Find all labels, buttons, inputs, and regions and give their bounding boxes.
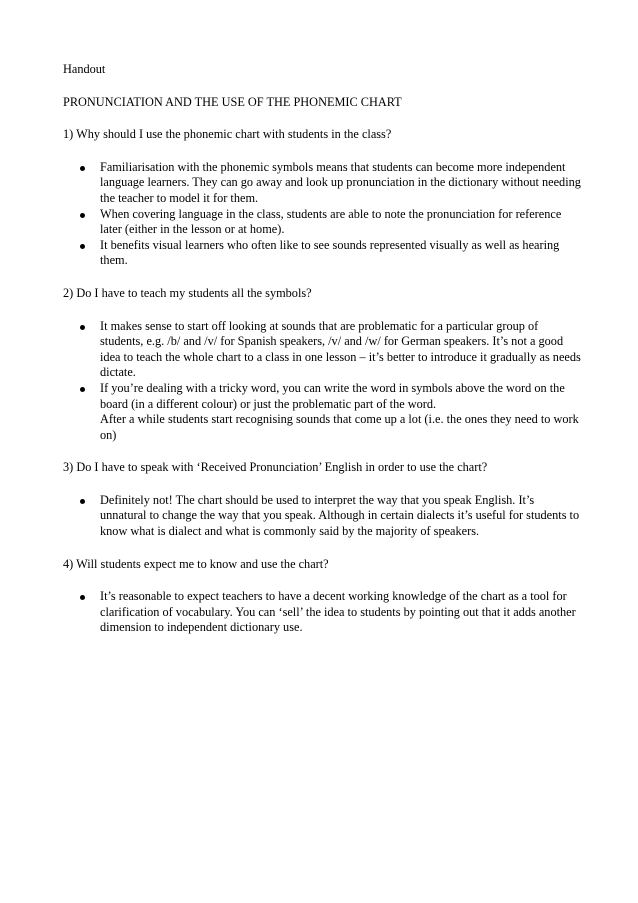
bullet-list-1 xyxy=(63,160,583,269)
bullet-list-3 xyxy=(63,493,583,540)
bullet-dot-icon xyxy=(80,499,85,504)
bullet-list-2 xyxy=(63,319,583,444)
spacer xyxy=(63,143,583,160)
bullet-text: If you’re dealing with a tricky word, you can write the word in symbols above the word on the board (in a different colour) or just the problematic part of the word. xyxy=(100,380,565,411)
bullet-dot-icon xyxy=(80,387,85,392)
spacer xyxy=(63,540,583,557)
bullet-text: Familiarisation with the phonemic symbols means that students can become more independent language learners. They can go away and look up pronunciation in the dictionary without needing the teacher to model it for them. xyxy=(100,159,581,205)
document-title: PRONUNCIATION AND THE USE OF THE PHONEMIC CHART xyxy=(63,94,402,109)
spacer xyxy=(63,269,583,286)
list-item xyxy=(63,160,583,207)
spacer xyxy=(63,78,583,95)
handout-page xyxy=(63,62,583,636)
bullet-continuation-text: After a while students start recognising sounds that come up a lot (i.e. the ones they need to work on) xyxy=(100,412,579,442)
spacer xyxy=(63,443,583,460)
list-item xyxy=(63,207,583,238)
bullet-text: It makes sense to start off looking at sounds that are problematic for a particular group of students, e.g. /b/ and /v/ for Spanish speakers, /v/ and /w/ for German speakers. It’s not a good idea to teach the whole chart to a class in one lesson – it’s better to introduce it gradually as needs dictate. xyxy=(100,318,581,380)
section-3 xyxy=(63,460,583,556)
spacer xyxy=(63,302,583,319)
bullet-text: When covering language in the class, students are able to note the pronunciation for reference later (either in the lesson or at home). xyxy=(100,206,562,237)
section-1 xyxy=(63,127,583,286)
bullet-dot-icon xyxy=(80,325,85,330)
list-item xyxy=(63,589,583,636)
question-3: 3) Do I have to speak with ‘Received Pronunciation’ English in order to use the chart? xyxy=(63,460,488,475)
bullet-text: It’s reasonable to expect teachers to have a decent working knowledge of the chart as a tool for clarification of vocabulary. You can ‘sell’ the idea to students by pointing out that it adds another dimension to independent dictionary use. xyxy=(100,589,576,635)
list-item xyxy=(63,238,583,269)
bullet-list-4 xyxy=(63,589,583,636)
handout-label: Handout xyxy=(63,62,106,76)
list-item xyxy=(63,493,583,540)
bullet-dot-icon xyxy=(80,166,85,171)
question-1: 1) Why should I use the phonemic chart with students in the class? xyxy=(63,127,392,142)
spacer xyxy=(63,110,583,127)
question-2: 2) Do I have to teach my students all the symbols? xyxy=(63,285,312,300)
bullet-dot-icon xyxy=(80,244,85,249)
section-2 xyxy=(63,286,583,460)
spacer xyxy=(63,572,583,589)
list-item xyxy=(63,319,583,381)
section-4 xyxy=(63,557,583,636)
question-4: 4) Will students expect me to know and use the chart? xyxy=(63,556,329,571)
bullet-text: Definitely not! The chart should be used to interpret the way that you speak English. It’s unnatural to change the way that you speak. Although in certain dialects it’s useful for students to know what is dialect and what is commonly said by the majority of speakers. xyxy=(100,492,580,539)
bullet-text: It benefits visual learners who often like to see sounds represented visually as well as hearing them. xyxy=(100,237,560,268)
bullet-dot-icon xyxy=(80,595,85,600)
list-item xyxy=(63,381,583,443)
bullet-dot-icon xyxy=(80,213,85,218)
spacer xyxy=(63,476,583,493)
